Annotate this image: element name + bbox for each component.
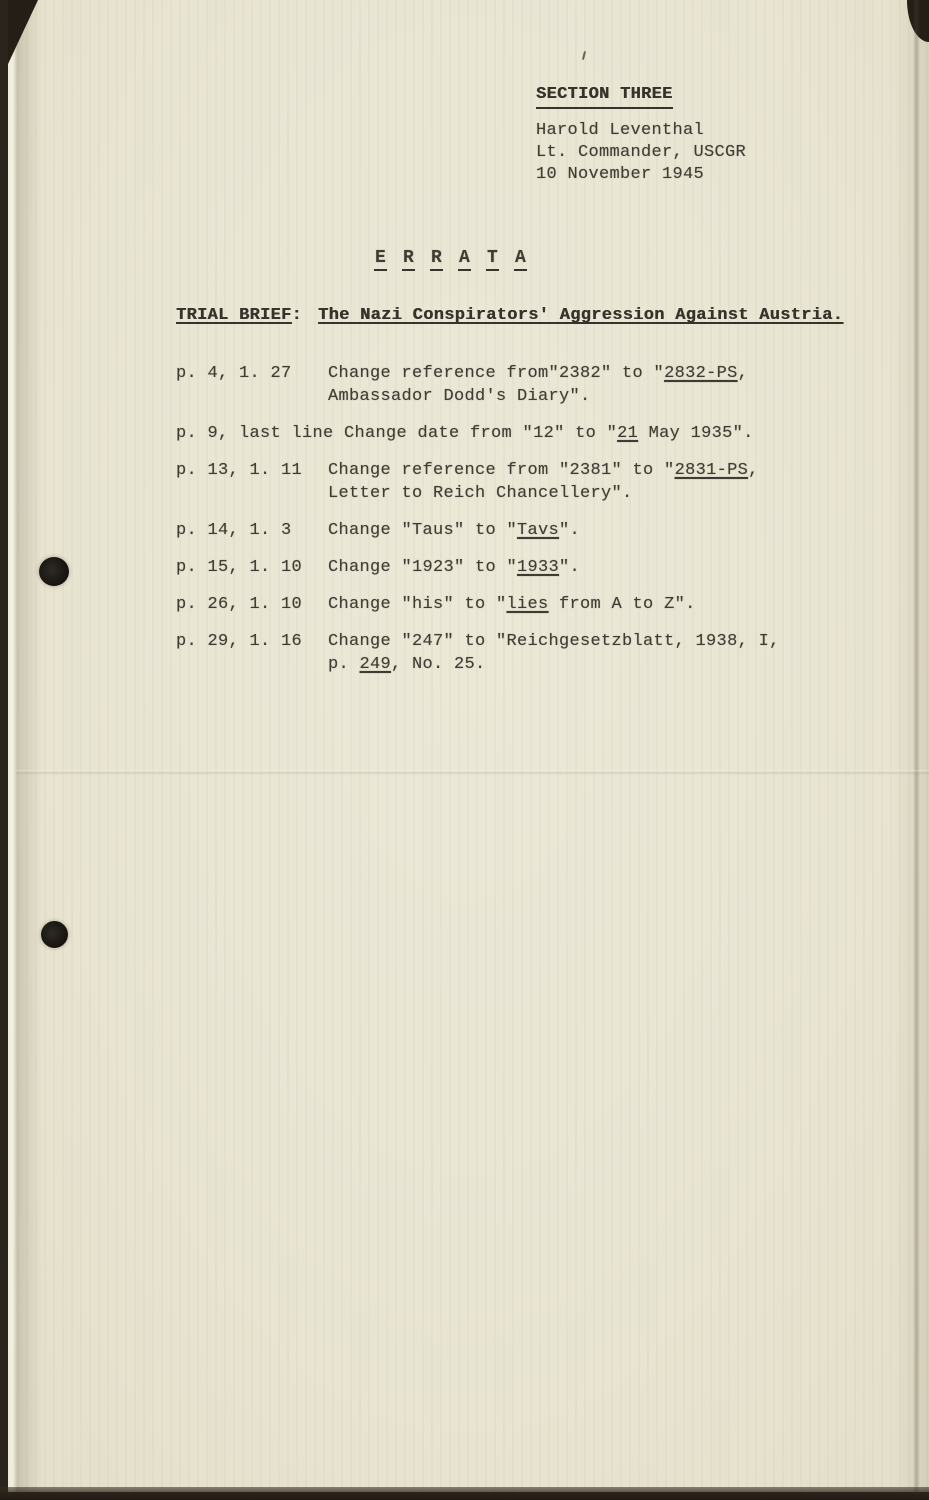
text-segment: Change date from "12" to " (333, 424, 618, 443)
errata-list (176, 362, 780, 690)
underlined-correction: 2832-PS (664, 364, 738, 383)
fold-crease-line (16, 770, 929, 775)
text-segment: Ambassador Dodd's Diary". (328, 387, 591, 406)
text-segment: Change "1923" to " (328, 558, 518, 577)
entry-text-line (328, 556, 580, 579)
entry-text-line (328, 630, 780, 653)
entry-correction-text (334, 422, 754, 445)
errata-entry (176, 593, 780, 616)
entry-page-line-label: p. 29, 1. 16 (176, 632, 303, 651)
stray-ink-mark (582, 51, 586, 60)
entry-correction-text (328, 519, 580, 542)
text-segment: , (748, 461, 759, 480)
text-segment: ". (559, 521, 581, 540)
entry-correction-text (328, 630, 780, 676)
text-segment: , No. 25. (391, 655, 486, 674)
entry-text-line (328, 362, 748, 385)
entry-correction-text (328, 362, 748, 408)
entry-text-line (328, 593, 696, 616)
entry-page-line-label: p. 15, 1. 10 (176, 558, 303, 577)
errata-title-letter: R (430, 248, 443, 271)
entry-page-line-label: p. 9, last line (176, 424, 334, 443)
scan-edge-bottom (0, 1487, 929, 1500)
entry-page-line-label: p. 14, 1. 3 (176, 521, 292, 540)
entry-text-line (328, 482, 759, 505)
author-rank: Lt. Commander, USCGR (536, 143, 747, 162)
trial-brief-title: The Nazi Conspirators' Aggression Against Austria. (318, 306, 844, 325)
errata-title-letter: A (458, 248, 471, 271)
text-segment: p. (328, 655, 360, 674)
entry-text-line (328, 653, 780, 676)
errata-title-letter: A (514, 248, 527, 271)
text-segment: ". (559, 558, 581, 577)
text-segment: Change "his" to " (328, 595, 507, 614)
entry-text-line (334, 422, 754, 445)
text-segment: Change "247" to "Reichgesetzblatt, 1938, I, (328, 632, 780, 651)
text-segment: Letter to Reich Chancellery". (328, 484, 633, 503)
underlined-correction: 249 (359, 655, 392, 674)
text-segment: , (737, 364, 749, 383)
entry-correction-text (328, 459, 759, 505)
errata-title-letter: T (486, 248, 499, 271)
underlined-correction: 21 (617, 424, 639, 443)
page-edge-right (913, 0, 920, 1500)
entry-page-line-label: p. 26, 1. 10 (176, 595, 303, 614)
author-name: Harold Leventhal (536, 121, 705, 140)
punch-hole-bottom (41, 921, 68, 948)
section-title: SECTION THREE (536, 84, 673, 109)
text-segment: Change "Taus" to " (328, 521, 518, 540)
underlined-correction: 2831-PS (674, 461, 749, 480)
punch-hole-top (39, 557, 69, 586)
entry-text-line (328, 519, 580, 542)
text-segment: Change reference from "2381" to " (328, 461, 675, 480)
trial-brief-label: TRIAL BRIEF (176, 306, 292, 325)
entry-correction-text (328, 556, 580, 579)
errata-entry (176, 459, 780, 505)
errata-entry (176, 556, 780, 579)
document-date: 10 November 1945 (536, 165, 705, 184)
errata-title-letter: E (374, 248, 387, 271)
text-segment: May 1935". (638, 424, 754, 443)
errata-entry (176, 362, 780, 408)
trial-brief-line (176, 306, 843, 325)
entry-correction-text (328, 593, 696, 616)
errata-title (374, 248, 542, 271)
torn-corner-top-left (8, 0, 38, 64)
errata-entry (176, 519, 780, 542)
header-block (536, 84, 746, 186)
errata-entry (176, 422, 780, 445)
entry-text-line (328, 459, 759, 482)
entry-page-line-label: p. 4, 1. 27 (176, 364, 292, 383)
underlined-correction: lies (506, 595, 549, 614)
entry-page-line-label: p. 13, 1. 11 (176, 461, 303, 480)
underlined-correction: 1933 (517, 558, 560, 577)
errata-entry (176, 630, 780, 676)
trial-brief-colon: : (291, 306, 303, 325)
errata-title-letter: R (402, 248, 415, 271)
underlined-correction: Tavs (517, 521, 560, 540)
text-segment: from A to Z". (548, 595, 696, 614)
byline-block (536, 120, 746, 186)
entry-text-line (328, 385, 748, 408)
text-segment: Change reference from"2382" to " (328, 364, 665, 383)
paper-page (8, 0, 929, 1492)
